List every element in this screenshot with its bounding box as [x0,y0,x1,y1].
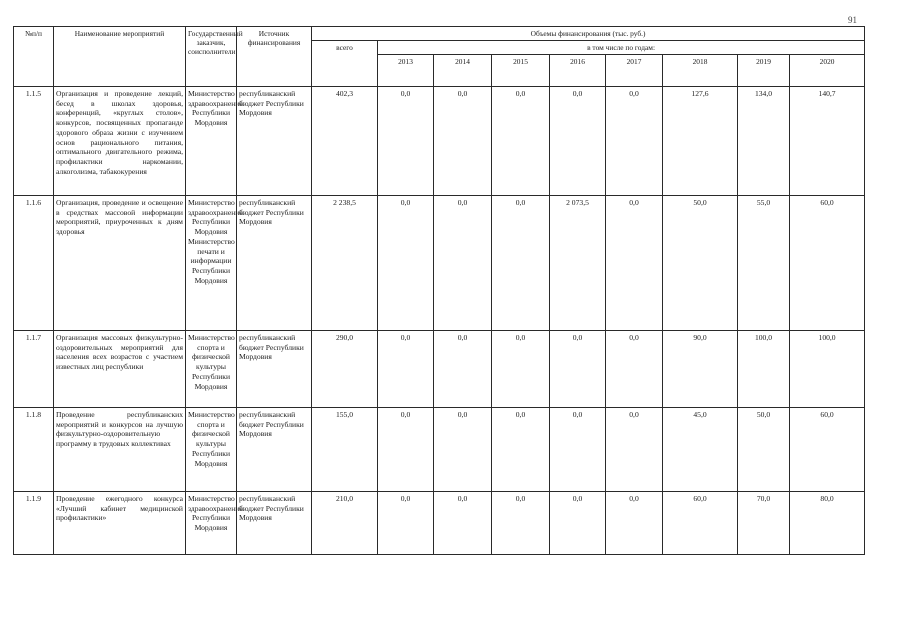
header-by-years: в том числе по годам: [378,41,865,55]
row-value: 0,0 [606,492,663,555]
row-value: 0,0 [492,492,550,555]
row-total: 2 238,5 [312,196,378,331]
row-value: 127,6 [663,87,738,196]
row-number: 1.1.6 [14,196,54,331]
row-customer: Министерство спорта и физической культуры Республики Мордовия [186,408,237,492]
row-value: 0,0 [550,408,606,492]
row-value: 50,0 [738,408,790,492]
row-value: 0,0 [492,408,550,492]
header-name: Наименование мероприятий [54,27,186,87]
financing-table [13,26,865,555]
row-value: 0,0 [606,87,663,196]
row-value: 140,7 [790,87,865,196]
row-customer: Министерство здравоохранения Республики Мордовия [186,492,237,555]
header-year: 2016 [550,55,606,87]
page-number: 91 [848,15,857,25]
header-year: 2013 [378,55,434,87]
table-row [14,87,865,196]
row-value: 0,0 [606,196,663,331]
header-year: 2017 [606,55,663,87]
row-value: 2 073,5 [550,196,606,331]
row-value: 100,0 [738,331,790,408]
row-name: Организация массовых физкультурно-оздоровительных мероприятий для населения всех возрастов с участием известных лиц республики [54,331,186,408]
row-value: 0,0 [492,196,550,331]
row-value: 0,0 [434,408,492,492]
row-customer: Министерство здравоохранения Республики Мордовия [186,87,237,196]
header-year: 2020 [790,55,865,87]
row-value: 0,0 [378,196,434,331]
row-value: 0,0 [434,492,492,555]
row-value: 0,0 [378,408,434,492]
row-value: 134,0 [738,87,790,196]
row-total: 402,3 [312,87,378,196]
row-customer: Министерство здравоохранения Республики Мордовия Министерство печати и информации Республики Мордовия [186,196,237,331]
row-value: 0,0 [492,331,550,408]
header-source: Источник финансирования [237,27,312,87]
row-value: 0,0 [550,492,606,555]
table-row [14,331,865,408]
row-value: 55,0 [738,196,790,331]
row-value: 50,0 [663,196,738,331]
header-customer: Государственный заказчик, соисполнители [186,27,237,87]
header-total: всего [312,41,378,87]
row-name: Проведение ежегодного конкурса «Лучший кабинет медицинской профилактики» [54,492,186,555]
row-value: 0,0 [606,408,663,492]
row-value: 0,0 [492,87,550,196]
row-value: 0,0 [378,87,434,196]
row-value: 0,0 [606,331,663,408]
row-name: Организация, проведение и освещение в средствах массовой информации мероприятий, приуроченных к дням здоровья [54,196,186,331]
table-row [14,408,865,492]
header-year: 2019 [738,55,790,87]
row-number: 1.1.7 [14,331,54,408]
row-value: 45,0 [663,408,738,492]
row-value: 0,0 [550,87,606,196]
row-value: 0,0 [378,331,434,408]
row-value: 90,0 [663,331,738,408]
row-total: 290,0 [312,331,378,408]
row-value: 60,0 [790,408,865,492]
row-source: республиканский бюджет Республики Мордовия [237,408,312,492]
row-value: 60,0 [790,196,865,331]
row-customer: Министерство спорта и физической культуры Республики Мордовия [186,331,237,408]
header-year: 2018 [663,55,738,87]
row-number: 1.1.8 [14,408,54,492]
row-source: республиканский бюджет Республики Мордовия [237,331,312,408]
table-row [14,196,865,331]
row-value: 0,0 [434,87,492,196]
header-num: №п/п [14,27,54,87]
row-value: 80,0 [790,492,865,555]
row-total: 155,0 [312,408,378,492]
header-year: 2015 [492,55,550,87]
header-volumes: Объемы финансирования (тыс. руб.) [312,27,865,41]
row-name: Проведение республиканских мероприятий и конкурсов на лучшую физкультурно-оздоровительную программу в трудовых коллективах [54,408,186,492]
row-source: республиканский бюджет Республики Мордовия [237,196,312,331]
row-value: 60,0 [663,492,738,555]
row-value: 0,0 [378,492,434,555]
row-number: 1.1.9 [14,492,54,555]
row-value: 0,0 [434,196,492,331]
row-value: 0,0 [550,331,606,408]
row-value: 70,0 [738,492,790,555]
row-total: 210,0 [312,492,378,555]
header-year: 2014 [434,55,492,87]
row-source: республиканский бюджет Республики Мордовия [237,492,312,555]
row-value: 100,0 [790,331,865,408]
row-source: республиканский бюджет Республики Мордовия [237,87,312,196]
row-number: 1.1.5 [14,87,54,196]
row-name: Организация и проведение лекций, бесед в школах здоровья, конференций, «круглых столов», конкурсов, посвященных пропаганде здорового образа жизни с изучением основ рационального питания, оптимального двигательного режима, профилактики наркомании, алкоголизма, табакокурения [54,87,186,196]
table-row [14,492,865,555]
row-value: 0,0 [434,331,492,408]
